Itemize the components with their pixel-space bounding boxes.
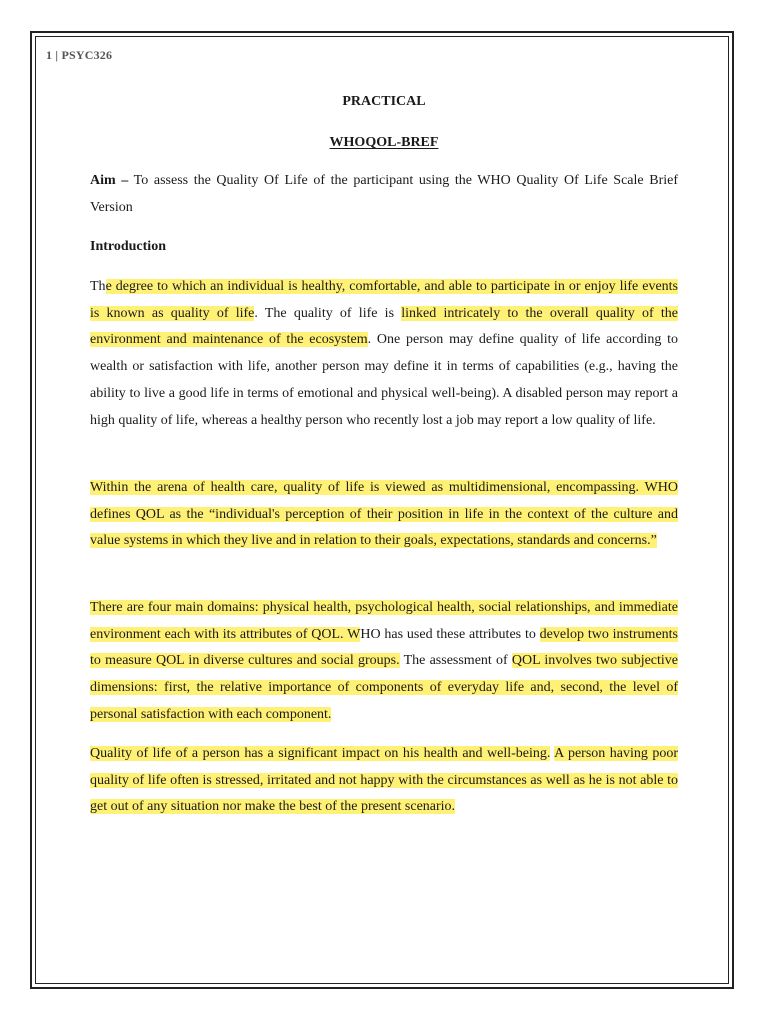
p1-text: . One person may define quality of life according to wealth or satisfaction with life, another person may define it in terms of capabilities (e.g., having the ability to live a good life in terms of emotional and physical well-being). A disabled person may report a high quality of life, whereas a healthy person who recently lost a job may report a low quality of life. [90,332,679,428]
p3-text: HO has used these attributes to [360,626,540,642]
p4-highlight: Quality of life of a person has a significant impact on his health and well-being. [90,746,551,761]
aim-paragraph [90,168,678,221]
paragraph-2 [90,475,678,555]
p1-text: Th [90,279,106,294]
paragraph-1 [90,274,678,434]
scale-title [0,135,768,151]
paragraph-4 [90,741,678,821]
p4-highlight: A person having poor quality of life often is stressed, irritated and not happy with the circumstances as well as he is not able to get out of any situation nor make the best of the present scenario. [90,746,678,815]
paragraph-3 [90,595,678,729]
p3-highlight: QOL involves two subjective dimensions: first, the relative importance of components of everyday life and, second, the level of personal satisfaction with each component. [90,653,679,722]
p1-text: . The quality of life is [254,305,402,321]
practical-title: PRACTICAL [342,94,426,109]
p3-text: The assessment of [399,653,512,669]
p1-highlight: linked intricately to the overall quality of the environment and maintenance of the ecosystem [90,305,678,348]
p2-highlight: Within the arena of health care, quality of life is viewed as multidimensional, encompassing. WHO defines QOL as the “individual's perception of their position in life in the context of the culture and value systems in which they live and in relation to their goals, expectations, standards and concerns.” [90,480,678,549]
p3-highlight: There are four main domains: physical health, psychological health, social relationships, and immediate environment each with its attributes of QOL. W [90,600,678,642]
p1-highlight: e degree to which an individual is healthy, comfortable, and able to participate in or enjoy life events is known as quality of life [90,279,678,321]
introduction-heading: Introduction [90,239,166,254]
page-header: 1 | PSYC326 [46,48,113,62]
aim-label: Aim – [90,173,129,188]
aim-text: To assess the Quality Of Life of the participant using the WHO Quality Of Life Scale Brief Version [90,173,679,215]
scale-title-text: WHOQOL-BREF [329,135,439,150]
p3-highlight: develop two instruments to measure QOL in diverse cultures and social groups. [90,626,678,669]
